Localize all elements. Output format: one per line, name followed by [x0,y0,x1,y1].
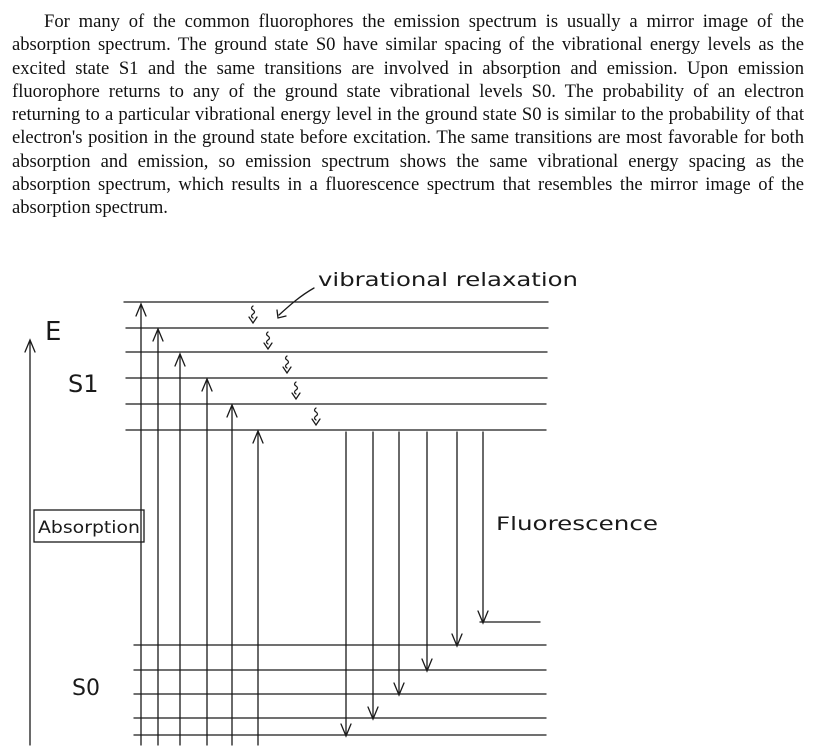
s0-label: S0 [72,676,100,701]
relaxation-squiggle [295,382,298,394]
relaxation-squiggle [252,306,255,318]
absorption-arrows [136,304,263,745]
energy-label: E [45,317,62,347]
fluorescence-arrows [341,432,488,736]
relaxation-squiggle [286,356,289,368]
description-paragraph: For many of the common fluorophores the emission spectrum is usually a mirror image of the absorption spectrum. The ground state S0 have similar spacing of the vibrational energy levels as the excited state S1 and the same transitions are involved in absorption and emission. Upon emission fluorophore returns to any of the ground state vibrational levels S0. The probability of an electron returning to a particular vibrational energy level in the ground state S0 is similar to the probability of that electron's position in the ground state before excitation. The same transitions are most favorable for both absorption and emission, so emission spectrum shows the same vibrational energy spacing as the absorption spectrum, which results in a fluorescence spectrum that resembles the mirror image of the absorption spectrum. [12,11,804,219]
s1-energy-levels [124,302,548,430]
vibrational-relaxation-pointer-head [277,310,286,318]
s1-label: S1 [68,370,99,398]
relaxation-squiggle [315,408,318,420]
s0-energy-levels [134,622,546,735]
absorption-label: Absorption [38,518,140,538]
fluorescence-label: Fluorescence [496,513,658,535]
relaxation-squiggles [249,306,320,425]
vibrational-relaxation-label: vibrational relaxation [318,269,578,291]
relaxation-squiggle [267,332,270,344]
